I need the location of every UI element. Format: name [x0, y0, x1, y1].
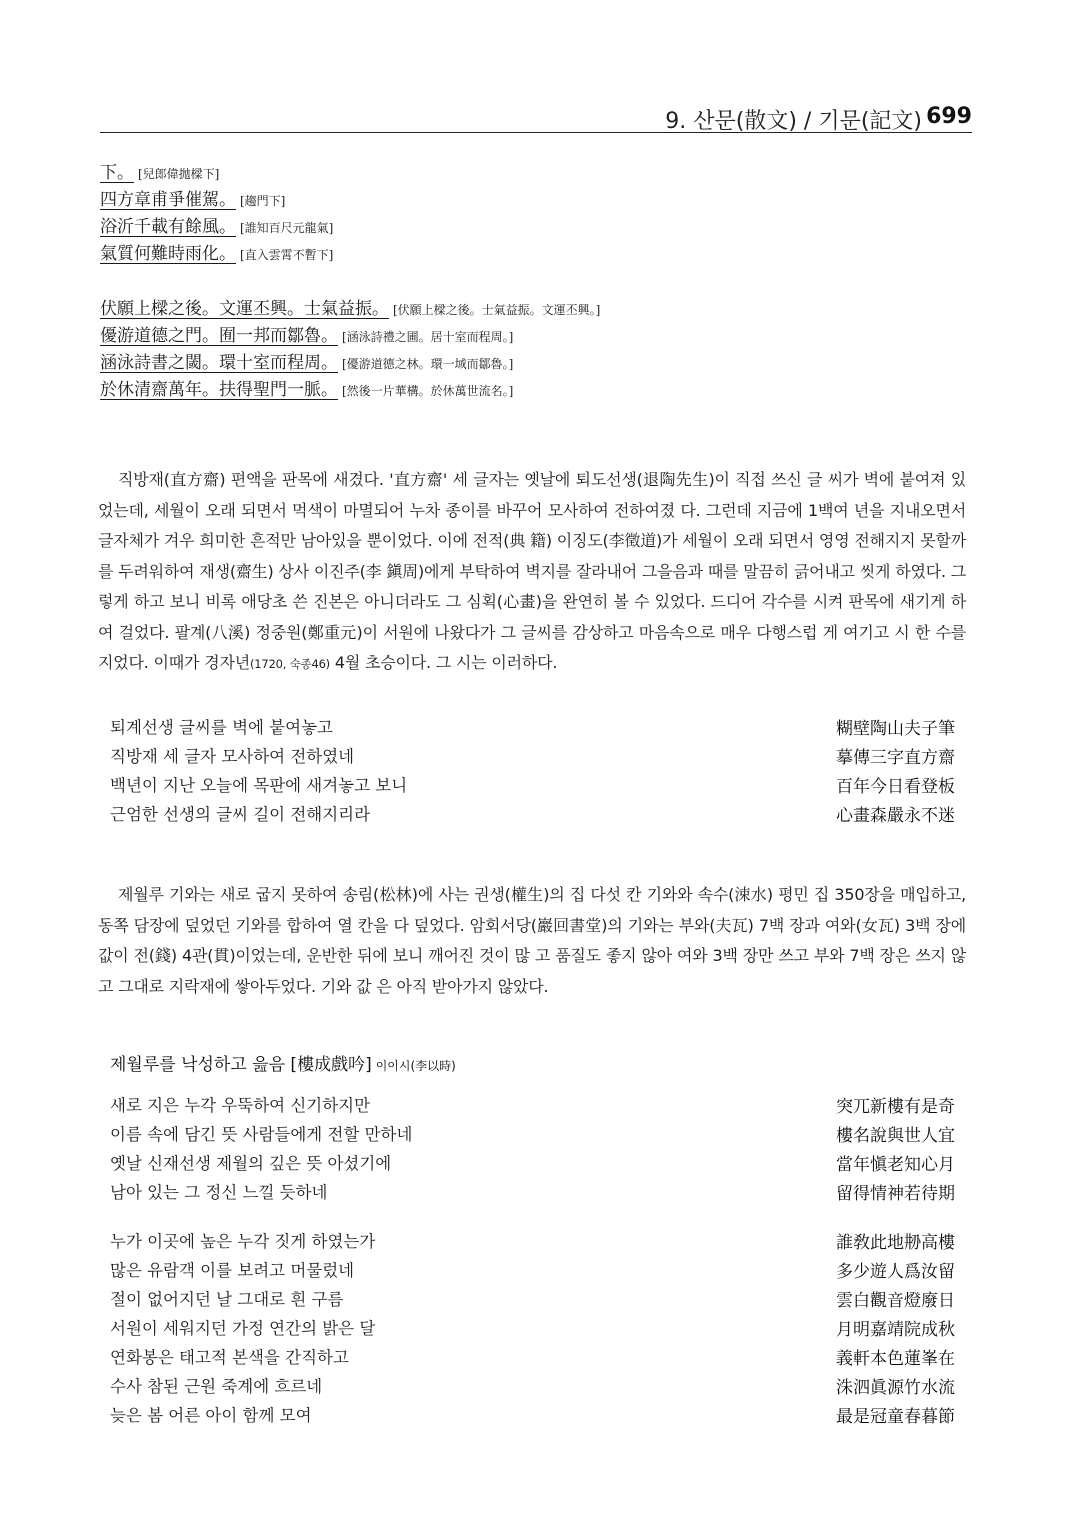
poem-line: 옛날 신재선생 제월의 깊은 뜻 아셨기에 當年愼老知心月	[110, 1154, 955, 1175]
running-title: 9. 산문(散文) / 기문(記文)	[665, 109, 922, 134]
verse-line: 下。 [兒郎偉拋樑下]	[100, 163, 220, 183]
page-number: 699	[926, 104, 972, 129]
verse-line: 氣質何難時雨化。 [直入雲霄不暫下]	[100, 244, 334, 264]
poem-1	[110, 714, 955, 830]
poem-3	[110, 1228, 955, 1431]
poem-line: 남아 있는 그 정신 느낄 듯하네 留得情神若待期	[110, 1183, 955, 1204]
verse-line: 伏願上樑之後。文運丕興。士氣益振。 [伏願上樑之後。士氣益振。文運丕興。]	[100, 299, 601, 319]
poem-line: 이름 속에 담긴 뜻 사람들에게 전할 만하네 樓名說與世人宜	[110, 1125, 955, 1146]
poem-line: 절이 없어지던 날 그대로 흰 구름 雲白觀音燈廢日	[110, 1290, 955, 1311]
section-heading: 제월루를 낙성하고 읊음 [樓成戲吟] 이이시(李以時)	[110, 1055, 456, 1075]
poem-line: 많은 유람객 이를 보려고 머물렀네 多少遊人爲汝留	[110, 1261, 955, 1282]
page-header	[100, 104, 972, 133]
author-name: 이이시(李以時)	[375, 1059, 456, 1073]
poem-line: 새로 지은 누각 우뚝하여 신기하지만 突兀新樓有是奇	[110, 1096, 955, 1117]
poem-line: 연화봉은 태고적 본색을 간직하고 義軒本色蓮峯在	[110, 1348, 955, 1369]
poem-line: 누가 이곳에 높은 누각 짓게 하였는가 誰敎此地刱高樓	[110, 1232, 955, 1253]
paragraph-2: 제월루 기와는 새로 굽지 못하여 송림(松林)에 사는 권생(權生)의 집 다섯 칸 기와와 속수(涑水) 평민 집 350장을 매입하고, 동쪽 담장에 덮었던 기와를 합하여 열 칸을 다 덮었다. 암회서당(巖回書堂)의 기와는 부와(夫瓦) 7백 장과 여와(女瓦) 3백 장에 값이 전(錢) 4관(貫)이었는데, 운반한 뒤에 보니 깨어진 것이 많 고 품질도 좋지 않아 여와 3백 장만 쓰고 부와 7백 장은 쓰지 않고 그대로 지락재에 쌓아두었다. 기와 값 은 아직 받아가지 않았다.	[98, 885, 967, 996]
poem-line: 퇴계선생 글씨를 벽에 붙여놓고 糊壁陶山夫子筆	[110, 718, 955, 739]
verse-block-top	[100, 160, 333, 268]
paragraph-1: 직방재(直方齋) 편액을 판목에 새겼다. '直方齋' 세 글자는 옛날에 퇴도선생(退陶先生)이 직접 쓰신 글 씨가 벽에 붙여져 있었는데, 세월이 오래 되면서 먹색이 마멸되어 누차 종이를 바꾸어 모사하여 전하여졌 다. 그런데 지금에 1백여 년을 지내오면서 글자체가 겨우 희미한 흔적만 남아있을 뿐이었다. 이에 전적(典 籍) 이징도(李徵道)가 세월이 오래 되면서 영영 전해지지 못할까를 두려워하여 재생(齋生) 상사 이진주(李 鎭周)에게 부탁하여 벽지를 잘라내어 그을음과 때를 말끔히 긁어내고 씻게 하였다. 그렇게 하고 보니 비록 애당초 쓴 진본은 아니더라도 그 심획(心畫)을 완연히 볼 수 있었다. 드디어 각수를 시켜 판목에 새기게 하여 걸었다. 팔계(八溪) 정중원(鄭重元)이 서원에 나왔다가 그 글씨를 감상하고 마음속으로 매우 다행스럽 게 여기고 시 한 수를 지었다. 이때가 경자년(1720, 숙종46) 4월 초승이다. 그 시는 이러하다.	[98, 470, 967, 672]
verse-line: 優游道德之門。囿一邦而鄒魯。 [涵泳詩禮之圃。居十室而程周。]	[100, 326, 514, 346]
poem-line: 근엄한 선생의 글씨 길이 전해지리라 心畫森嚴永不迷	[110, 805, 955, 826]
poem-line: 서원이 세워지던 가정 연간의 밝은 달 月明嘉靖院成秋	[110, 1319, 955, 1340]
poem-line: 수사 참된 근원 죽계에 흐르네 洙泗眞源竹水流	[110, 1377, 955, 1398]
verse-block-mid	[100, 296, 600, 404]
verse-line: 於休清齋萬年。扶得聖門一脈。 [然後一片華構。於休萬世流名。]	[100, 380, 514, 400]
verse-line: 浴沂千載有餘風。 [誰知百尺元龍氣]	[100, 217, 334, 237]
verse-line: 涵泳詩書之閾。環十室而程周。 [優游道德之林。環一域而鄒魯。]	[100, 353, 514, 373]
verse-line: 四方章甫爭催駕。 [趨門下]	[100, 190, 286, 210]
poem-line: 백년이 지난 오늘에 목판에 새겨놓고 보니 百年今日看登板	[110, 776, 955, 797]
poem-line: 직방재 세 글자 모사하여 전하였네 摹傳三字直方齋	[110, 747, 955, 768]
poem-line: 늦은 봄 어른 아이 함께 모여 最是冠童春暮節	[110, 1406, 955, 1427]
poem-2	[110, 1092, 955, 1208]
